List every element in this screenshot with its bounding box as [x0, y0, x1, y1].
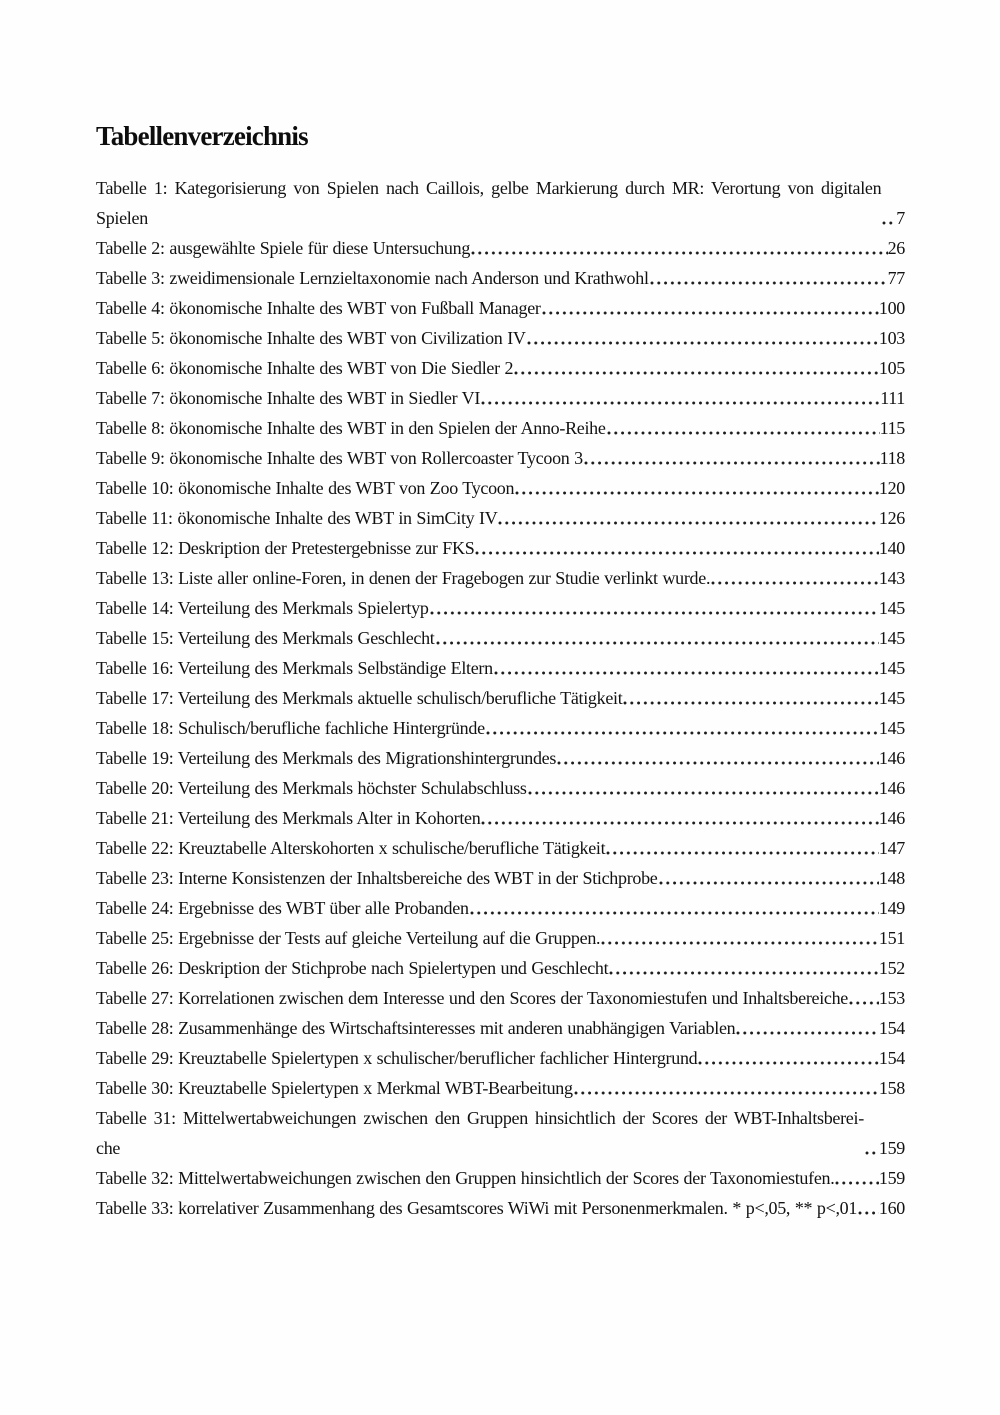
toc-entry-label: Tabelle 7: ökonomische Inhalte des WBT in Siedler VI — [96, 388, 481, 408]
dot-leader — [607, 413, 880, 443]
toc-entry-page: 146 — [878, 778, 905, 798]
toc-entry[interactable] — [96, 233, 905, 263]
toc-entry[interactable] — [96, 533, 905, 563]
toc-list — [96, 173, 905, 1223]
dot-leader — [609, 953, 879, 983]
toc-entry[interactable] — [96, 1073, 905, 1103]
toc-entry-label: Tabelle 4: ökonomische Inhalte des WBT von Fußball Manager — [96, 298, 541, 318]
toc-entry-label: Tabelle 32: Mittelwertabweichungen zwischen den Gruppen hinsichtlich der Scores der Taxonomiestufen. — [96, 1168, 835, 1188]
toc-entry-label: Tabelle 8: ökonomische Inhalte des WBT in den Spielen der Anno-Reihe — [96, 418, 606, 438]
dot-leader — [606, 833, 879, 863]
toc-entry[interactable] — [96, 1103, 905, 1163]
toc-entry[interactable] — [96, 353, 905, 383]
toc-entry-page: 149 — [878, 898, 905, 918]
toc-entry-label: Tabelle 3: zweidimensionale Lernzieltaxonomie nach Anderson und Krathwohl — [96, 268, 649, 288]
toc-entry-page: 118 — [879, 448, 905, 468]
toc-entry[interactable] — [96, 923, 905, 953]
dot-leader — [659, 863, 879, 893]
dot-leader — [711, 563, 879, 593]
dot-leader — [882, 203, 896, 233]
dot-leader — [601, 923, 879, 953]
dot-leader — [498, 503, 878, 533]
dot-leader — [471, 233, 888, 263]
toc-entry-page: 143 — [878, 568, 905, 588]
toc-entry[interactable] — [96, 443, 905, 473]
toc-entry[interactable] — [96, 293, 905, 323]
toc-entry-page: 152 — [878, 958, 905, 978]
toc-entry[interactable] — [96, 503, 905, 533]
toc-entry-label: Tabelle 5: ökonomische Inhalte des WBT von Civilization IV — [96, 328, 526, 348]
page-title: Tabellenverzeichnis — [96, 121, 308, 151]
toc-entry-page: 26 — [887, 238, 905, 258]
dot-leader — [527, 323, 879, 353]
toc-entry[interactable] — [96, 953, 905, 983]
dot-leader — [481, 803, 878, 833]
toc-entry-page: 145 — [878, 658, 905, 678]
toc-entry-page: 111 — [880, 388, 905, 408]
toc-entry[interactable] — [96, 863, 905, 893]
toc-entry-page: 158 — [878, 1078, 905, 1098]
toc-entry-page: 151 — [878, 928, 905, 948]
dot-leader — [486, 713, 879, 743]
toc-entry-page: 148 — [878, 868, 905, 888]
toc-entry[interactable] — [96, 833, 905, 863]
toc-entry-page: 145 — [878, 628, 905, 648]
toc-entry-label: Tabelle 14: Verteilung des Merkmals Spielertyp — [96, 598, 429, 618]
toc-entry-page: 126 — [878, 508, 905, 528]
dot-leader — [574, 1073, 879, 1103]
dot-leader — [865, 1133, 879, 1163]
toc-entry-label: Tabelle 12: Deskription der Pretestergebnisse zur FKS — [96, 538, 475, 558]
toc-entry-page: 154 — [878, 1018, 905, 1038]
toc-entry-page: 146 — [878, 808, 905, 828]
toc-entry-page: 147 — [878, 838, 905, 858]
toc-entry[interactable] — [96, 1163, 905, 1193]
toc-entry-page: 77 — [887, 268, 905, 288]
toc-entry-page: 145 — [878, 718, 905, 738]
toc-entry-label: Tabelle 9: ökonomische Inhalte des WBT von Rollercoaster Tycoon 3 — [96, 448, 583, 468]
toc-entry-label: Tabelle 17: Verteilung des Merkmals aktuelle schulisch/berufliche Tätigkeit — [96, 688, 623, 708]
toc-entry-label: Tabelle 21: Verteilung des Merkmals Alter in Kohorten — [96, 808, 481, 828]
toc-entry-label: Tabelle 31: Mittelwertabweichungen zwischen den Gruppen hinsichtlich der Scores der WBT-Inhaltsberei-che — [96, 1108, 864, 1158]
toc-entry-label: Tabelle 30: Kreuztabelle Spielertypen x Merkmal WBT-Bearbeitung — [96, 1078, 573, 1098]
toc-entry[interactable] — [96, 263, 905, 293]
dot-leader — [542, 293, 879, 323]
toc-entry[interactable] — [96, 653, 905, 683]
dot-leader — [650, 263, 888, 293]
toc-entry-label: Tabelle 23: Interne Konsistenzen der Inhaltsbereiche des WBT in der Stichprobe — [96, 868, 658, 888]
dot-leader — [698, 1043, 879, 1073]
dot-leader — [557, 743, 879, 773]
toc-entry-page: 103 — [878, 328, 905, 348]
dot-leader — [835, 1163, 878, 1193]
toc-entry-label: Tabelle 26: Deskription der Stichprobe nach Spielertypen und Geschlecht — [96, 958, 609, 978]
toc-entry[interactable] — [96, 893, 905, 923]
toc-entry[interactable] — [96, 623, 905, 653]
toc-entry-label: Tabelle 25: Ergebnisse der Tests auf gleiche Verteilung auf die Gruppen. — [96, 928, 601, 948]
toc-entry-page: 105 — [878, 358, 905, 378]
dot-leader — [849, 983, 879, 1013]
toc-entry[interactable] — [96, 773, 905, 803]
dot-leader — [475, 533, 878, 563]
dot-leader — [494, 653, 879, 683]
toc-entry-label: Tabelle 22: Kreuztabelle Alterskohorten x schulische/berufliche Tätigkeit — [96, 838, 606, 858]
toc-entry-page: 145 — [878, 598, 905, 618]
toc-entry-page: 140 — [878, 538, 905, 558]
toc-entry-label: Tabelle 28: Zusammenhänge des Wirtschaftsinteresses mit anderen unabhängigen Variablen — [96, 1018, 736, 1038]
toc-entry[interactable] — [96, 383, 905, 413]
toc-entry-label: Tabelle 24: Ergebnisse des WBT über alle Probanden — [96, 898, 469, 918]
toc-entry[interactable] — [96, 563, 905, 593]
toc-entry-page: 154 — [878, 1048, 905, 1068]
toc-entry[interactable] — [96, 473, 905, 503]
toc-entry[interactable] — [96, 593, 905, 623]
toc-entry[interactable] — [96, 713, 905, 743]
dot-leader — [858, 1193, 879, 1223]
toc-entry-page: 146 — [878, 748, 905, 768]
toc-entry-page: 159 — [878, 1168, 905, 1188]
toc-entry[interactable] — [96, 983, 905, 1013]
toc-entry-page: 145 — [878, 688, 905, 708]
toc-entry[interactable] — [96, 1193, 905, 1223]
dot-leader — [514, 353, 879, 383]
dot-leader — [481, 383, 880, 413]
toc-entry-page: 160 — [878, 1198, 905, 1218]
toc-entry[interactable] — [96, 683, 905, 713]
dot-leader — [430, 593, 879, 623]
toc-entry[interactable] — [96, 803, 905, 833]
toc-entry[interactable] — [96, 413, 905, 443]
dot-leader — [528, 773, 879, 803]
dot-leader — [584, 443, 880, 473]
toc-entry-label: Tabelle 18: Schulisch/berufliche fachliche Hintergründe — [96, 718, 485, 738]
toc-entry-label: Tabelle 27: Korrelationen zwischen dem Interesse und den Scores der Taxonomiestufen und Inhaltsbereiche — [96, 988, 848, 1008]
dot-leader — [623, 683, 878, 713]
toc-entry-label: Tabelle 29: Kreuztabelle Spielertypen x schulischer/beruflicher fachlicher Hintergrund — [96, 1048, 698, 1068]
toc-entry-label: Tabelle 15: Verteilung des Merkmals Geschlecht — [96, 628, 435, 648]
toc-entry-page: 159 — [878, 1138, 905, 1158]
toc-entry-label: Tabelle 10: ökonomische Inhalte des WBT von Zoo Tycoon — [96, 478, 515, 498]
toc-entry[interactable] — [96, 1043, 905, 1073]
toc-entry-page: 153 — [878, 988, 905, 1008]
toc-entry-label: Tabelle 19: Verteilung des Merkmals des Migrationshintergrundes — [96, 748, 557, 768]
dot-leader — [470, 893, 879, 923]
toc-entry-label: Tabelle 11: ökonomische Inhalte des WBT in SimCity IV — [96, 508, 498, 528]
toc-entry-label: Tabelle 20: Verteilung des Merkmals höchster Schulabschluss — [96, 778, 527, 798]
toc-entry[interactable] — [96, 323, 905, 353]
toc-entry-label: Tabelle 6: ökonomische Inhalte des WBT von Die Siedler 2 — [96, 358, 514, 378]
toc-entry[interactable] — [96, 743, 905, 773]
dot-leader — [436, 623, 879, 653]
toc-entry[interactable] — [96, 1013, 905, 1043]
dot-leader — [515, 473, 879, 503]
toc-entry-label: Tabelle 13: Liste aller online-Foren, in denen der Fragebogen zur Studie verlinkt wurde. — [96, 568, 711, 588]
toc-entry-label: Tabelle 1: Kategorisierung von Spielen nach Caillois, gelbe Markierung durch MR: Verortung von digitalen Spielen — [96, 178, 882, 228]
toc-entry-label: Tabelle 16: Verteilung des Merkmals Selbständige Eltern — [96, 658, 493, 678]
toc-entry-label: Tabelle 2: ausgewählte Spiele für diese Untersuchung — [96, 238, 471, 258]
toc-entry-page: 7 — [896, 208, 905, 228]
toc-entry-page: 100 — [878, 298, 905, 318]
toc-entry[interactable] — [96, 173, 905, 233]
toc-entry-page: 115 — [879, 418, 905, 438]
toc-entry-label: Tabelle 33: korrelativer Zusammenhang des Gesamtscores WiWi mit Personenmerkmalen. * p<,05, ** p<,01 — [96, 1198, 858, 1218]
toc-entry-page: 120 — [878, 478, 905, 498]
dot-leader — [736, 1013, 879, 1043]
